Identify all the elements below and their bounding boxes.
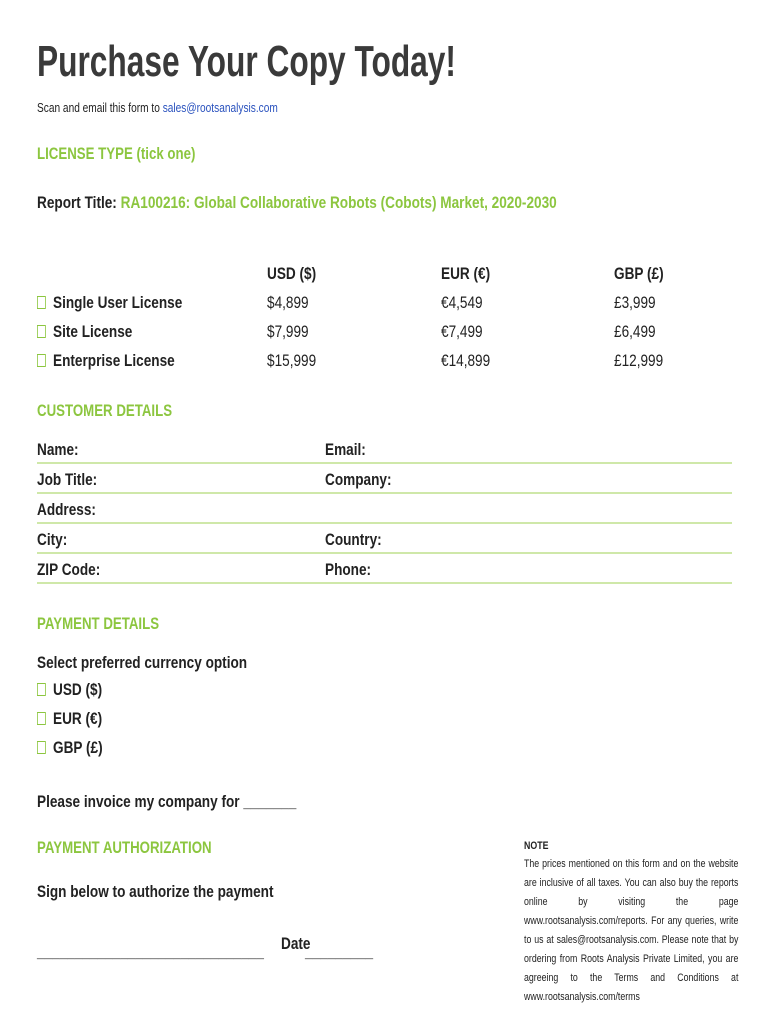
date-blank[interactable]: _________	[305, 942, 374, 961]
invoice-blank[interactable]: _______	[243, 792, 297, 811]
license-name: Enterprise License	[53, 351, 175, 370]
license-name: Single User License	[53, 293, 183, 312]
price-single-usd: $4,899	[267, 293, 309, 312]
license-option-site[interactable]	[37, 322, 132, 342]
subtitle-text: Scan and email this form to	[37, 100, 163, 115]
checkbox-usd[interactable]	[37, 683, 46, 696]
report-title	[37, 193, 557, 213]
license-name: Site License	[53, 322, 133, 341]
price-site-usd: $7,999	[267, 322, 309, 341]
sign-prompt: Sign below to authorize the payment	[37, 882, 274, 901]
name-email-field[interactable]	[37, 462, 732, 464]
email-label: Email:	[325, 440, 366, 459]
price-single-eur: €4,549	[441, 293, 483, 312]
date-label: Date	[281, 934, 311, 953]
license-option-enterprise[interactable]	[37, 351, 175, 371]
job-company-field[interactable]	[37, 492, 732, 494]
sales-email-link[interactable]: sales@rootsanalysis.com	[162, 100, 278, 115]
currency-option-gbp[interactable]	[37, 738, 103, 758]
note-heading: NOTE	[524, 840, 549, 852]
zip-label: ZIP Code:	[37, 560, 101, 579]
invoice-line	[37, 792, 296, 812]
company-label: Company:	[325, 470, 392, 489]
city-country-field[interactable]	[37, 552, 732, 554]
price-enterprise-usd: $15,999	[267, 351, 317, 370]
checkbox-site[interactable]	[37, 325, 46, 338]
currency-label: GBP (£)	[53, 738, 103, 757]
price-enterprise-gbp: £12,999	[614, 351, 664, 370]
address-label: Address:	[37, 500, 96, 519]
invoice-label: Please invoice my company for	[37, 792, 240, 811]
city-label: City:	[37, 530, 68, 549]
currency-prompt: Select preferred currency option	[37, 653, 248, 672]
eur-column-header: EUR (€)	[441, 264, 491, 283]
name-label: Name:	[37, 440, 79, 459]
price-single-gbp: £3,999	[614, 293, 656, 312]
currency-option-usd[interactable]	[37, 680, 102, 700]
address-field[interactable]	[37, 522, 732, 524]
report-title-value: RA100216: Global Collaborative Robots (Cobots) Market, 2020-2030	[120, 193, 557, 212]
currency-label: EUR (€)	[53, 709, 103, 728]
checkbox-gbp[interactable]	[37, 741, 46, 754]
customer-details-heading: CUSTOMER DETAILS	[37, 401, 173, 420]
phone-label: Phone:	[325, 560, 372, 579]
payment-details-heading: PAYMENT DETAILS	[37, 614, 160, 633]
signature-blank[interactable]: ______________________________	[37, 942, 264, 961]
page-title: Purchase Your Copy Today!	[37, 37, 456, 86]
payment-authorization-heading: PAYMENT AUTHORIZATION	[37, 838, 212, 857]
price-enterprise-eur: €14,899	[441, 351, 491, 370]
usd-column-header: USD ($)	[267, 264, 317, 283]
zip-phone-field[interactable]	[37, 582, 732, 584]
checkbox-eur[interactable]	[37, 712, 46, 725]
license-type-heading: LICENSE TYPE (tick one)	[37, 144, 196, 163]
license-option-single-user[interactable]	[37, 293, 182, 313]
report-title-label: Report Title:	[37, 193, 121, 212]
job-title-label: Job Title:	[37, 470, 98, 489]
price-site-eur: €7,499	[441, 322, 483, 341]
gbp-column-header: GBP (£)	[614, 264, 664, 283]
subtitle	[37, 100, 278, 115]
currency-option-eur[interactable]	[37, 709, 102, 729]
checkbox-single-user[interactable]	[37, 296, 46, 309]
price-site-gbp: £6,499	[614, 322, 656, 341]
note-body: The prices mentioned on this form and on the website are inclusive of all taxes. You can also buy the reports online by visiting the page www.rootsanalysis.com/reports. For any queries, write to us at sales@rootsanalysis.com. Please note that by ordering from Roots Analysis Private Limited, you are agreeing to the Terms and Conditions at www.rootsanalysis.com/terms	[524, 858, 739, 1003]
currency-label: USD ($)	[53, 680, 103, 699]
country-label: Country:	[325, 530, 382, 549]
checkbox-enterprise[interactable]	[37, 354, 46, 367]
